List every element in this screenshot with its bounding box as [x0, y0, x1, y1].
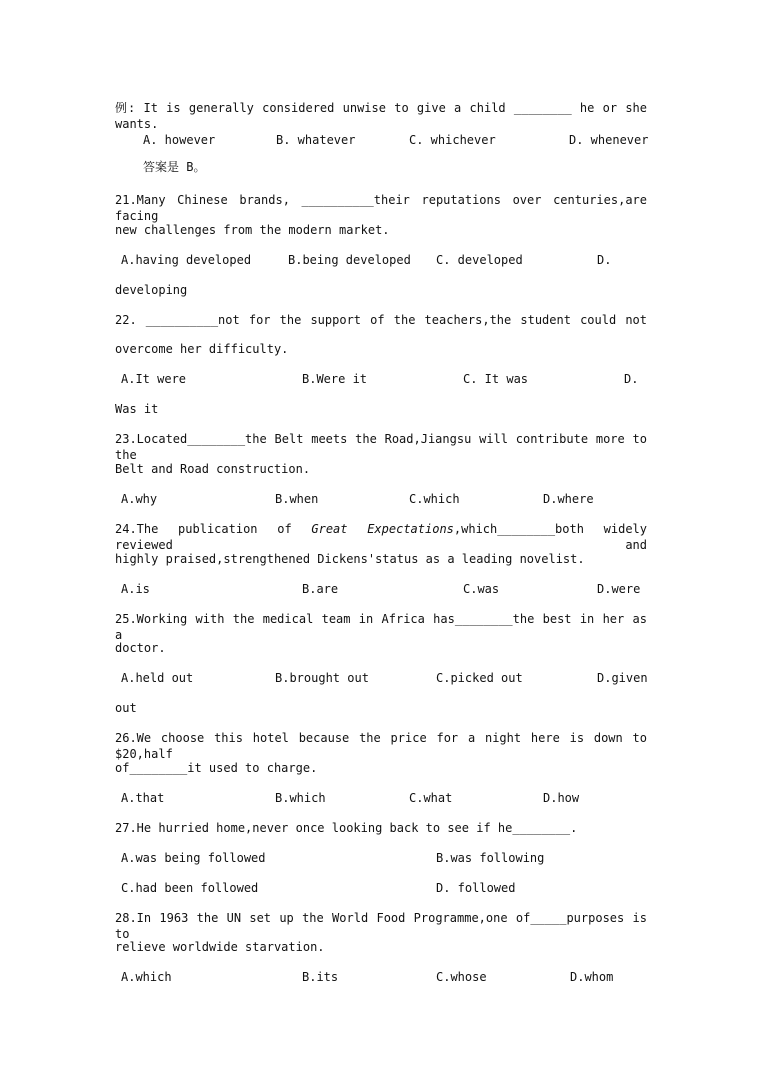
- q24-option-c: C.was: [463, 582, 500, 596]
- q25-option-b: B.brought out: [275, 671, 369, 685]
- q24-stem-suffix: ,which________both widely reviewed and: [115, 522, 647, 552]
- q24-option-b: B.are: [302, 582, 339, 596]
- example-option-b: B. whatever: [276, 133, 356, 147]
- q24-stem-prefix: 24.The publication of: [115, 522, 312, 536]
- q23-option-d: D.where: [543, 492, 594, 506]
- q22-option-b: B.Were it: [302, 372, 368, 386]
- q22-option-d-wrap: Was it: [115, 402, 159, 416]
- q26-option-a: A.that: [121, 791, 165, 805]
- q26-option-b: B.which: [275, 791, 326, 805]
- q23-option-c: C.which: [409, 492, 460, 506]
- q28-option-a: A.which: [121, 970, 172, 984]
- example-stem: 例: It is generally considered unwise to give a child ________ he or she wants.: [115, 101, 647, 131]
- q28-option-c: C.whose: [436, 970, 487, 984]
- q27-stem-line1: 27.He hurried home,never once looking back to see if he________.: [115, 821, 578, 835]
- q26-stem-line1: 26.We choose this hotel because the price for a night here is down to $20,half: [115, 731, 647, 761]
- q24-book-title: Great Expectations: [311, 522, 454, 536]
- example-answer: 答案是 B。: [143, 160, 206, 174]
- example-option-a: A. however: [143, 133, 216, 147]
- example-option-d: D. whenever: [569, 133, 649, 147]
- q26-stem-line2: of________it used to charge.: [115, 761, 318, 775]
- q22-option-a: A.It were: [121, 372, 187, 386]
- q25-stem-line2: doctor.: [115, 641, 166, 655]
- q24-stem-line1: [115, 521, 647, 553]
- q28-stem-line1: 28.In 1963 the UN set up the World Food Programme,one of_____purposes is to: [115, 911, 647, 941]
- q27-option-d: D. followed: [436, 881, 516, 895]
- q28-option-b: B.its: [302, 970, 339, 984]
- q25-stem-line1: 25.Working with the medical team in Africa has________the best in her as a: [115, 612, 647, 642]
- q27-option-a: A.was being followed: [121, 851, 266, 865]
- q21-stem-line2: new challenges from the modern market.: [115, 223, 390, 237]
- q27-option-c: C.had been followed: [121, 881, 259, 895]
- q26-option-d: D.how: [543, 791, 580, 805]
- q22-option-c: C. It was: [463, 372, 529, 386]
- q22-option-d: D.: [624, 372, 639, 386]
- q23-stem-line1: 23.Located________the Belt meets the Road,Jiangsu will contribute more to the: [115, 432, 647, 462]
- q24-option-a: A.is: [121, 582, 150, 596]
- q23-option-b: B.when: [275, 492, 319, 506]
- q23-stem-line2: Belt and Road construction.: [115, 462, 311, 476]
- q25-option-d-wrap: out: [115, 701, 137, 715]
- q24-option-d: D.were: [597, 582, 641, 596]
- q21-stem-line1: 21.Many Chinese brands, __________their reputations over centuries,are facing: [115, 193, 647, 223]
- q28-stem-line2: relieve worldwide starvation.: [115, 940, 325, 954]
- q26-option-c: C.what: [409, 791, 453, 805]
- q25-option-c: C.picked out: [436, 671, 523, 685]
- q21-option-a: A.having developed: [121, 253, 252, 267]
- q22-stem-line2: overcome her difficulty.: [115, 342, 289, 356]
- q21-option-b: B.being developed: [288, 253, 411, 267]
- q22-stem-line1: 22. __________not for the support of the teachers,the student could not: [115, 313, 647, 327]
- q24-stem-line2: highly praised,strengthened Dickens'status as a leading novelist.: [115, 552, 585, 566]
- example-option-c: C. whichever: [409, 133, 496, 147]
- q27-option-b: B.was following: [436, 851, 545, 865]
- q25-option-a: A.held out: [121, 671, 194, 685]
- q21-option-d: D.: [597, 253, 612, 267]
- q28-option-d: D.whom: [570, 970, 614, 984]
- q21-option-d-wrap: developing: [115, 283, 188, 297]
- q21-option-c: C. developed: [436, 253, 523, 267]
- q25-option-d: D.given: [597, 671, 648, 685]
- q23-option-a: A.why: [121, 492, 158, 506]
